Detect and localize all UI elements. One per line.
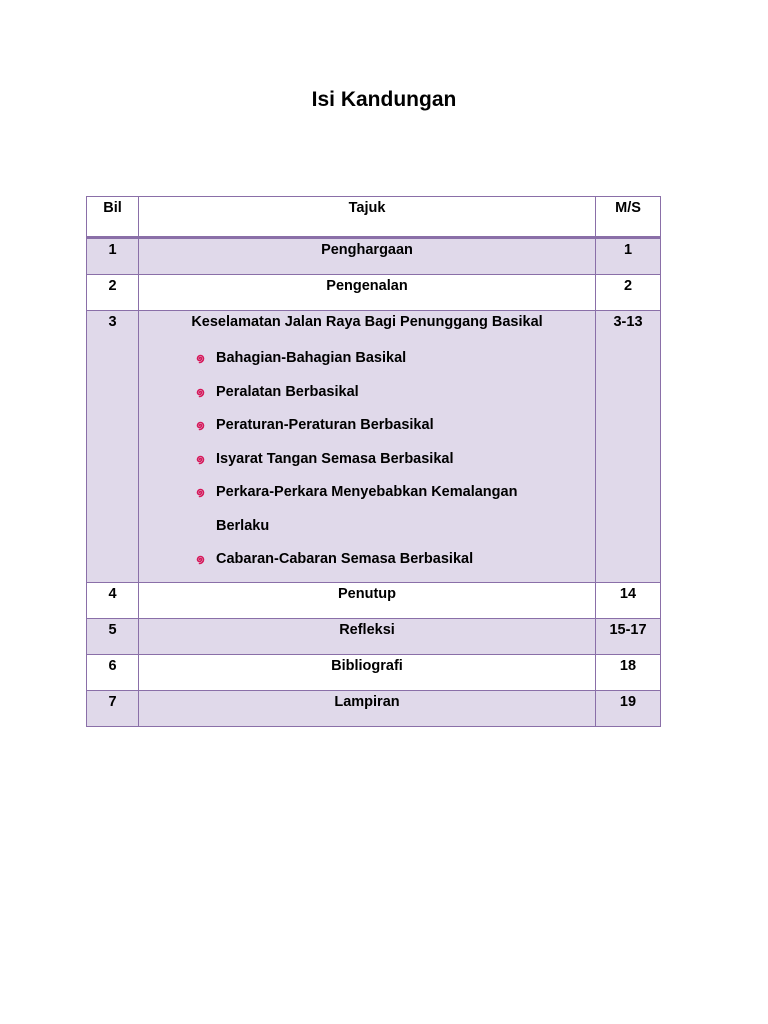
table-row	[87, 583, 661, 619]
table-row	[87, 275, 661, 311]
sub-topic-label: Peraturan-Peraturan Berbasikal	[216, 417, 434, 433]
sub-topic-list	[139, 342, 595, 577]
row-ms: 15-17	[596, 619, 661, 655]
sub-topic-label: Cabaran-Cabaran Semasa Berbasikal	[216, 551, 474, 567]
table-row	[87, 691, 661, 727]
row-bil: 4	[87, 583, 139, 619]
row-ms: 1	[596, 238, 661, 275]
row-tajuk: Pengenalan	[139, 275, 596, 311]
sub-topic-label: Bahagian-Bahagian Basikal	[216, 350, 407, 366]
row-bil: 6	[87, 655, 139, 691]
row-ms: 2	[596, 275, 661, 311]
sub-topic-line: Berlaku	[216, 517, 270, 534]
row-tajuk: Lampiran	[139, 691, 596, 727]
header-ms: M/S	[596, 197, 661, 238]
row-bil: 1	[87, 238, 139, 275]
row-tajuk: Penutup	[139, 583, 596, 619]
list-item	[194, 342, 595, 376]
table-row	[87, 238, 661, 275]
row-tajuk: Bibliografi	[139, 655, 596, 691]
sub-topic-label: Peralatan Berbasikal	[216, 383, 359, 400]
spiral-bullet-icon	[194, 409, 216, 443]
spiral-bullet-icon	[194, 342, 216, 376]
sub-topic-label: Isyarat Tangan Semasa Berbasikal	[216, 450, 454, 467]
row-ms: 3-13	[596, 311, 661, 583]
header-tajuk: Tajuk	[139, 197, 596, 238]
header-bil: Bil	[87, 197, 139, 238]
spiral-bullet-icon	[194, 376, 216, 410]
row-tajuk-section	[139, 311, 596, 583]
row-ms: 19	[596, 691, 661, 727]
table-row	[87, 619, 661, 655]
row-bil: 5	[87, 619, 139, 655]
list-item	[194, 543, 595, 577]
table-row	[87, 311, 661, 583]
sub-topic-label	[216, 476, 595, 543]
spiral-bullet-icon	[194, 443, 216, 477]
table-of-contents	[86, 196, 661, 727]
list-item	[194, 409, 595, 443]
page-title: Isi Kandungan	[311, 88, 457, 111]
row-ms: 18	[596, 655, 661, 691]
row-ms: 14	[596, 583, 661, 619]
table-header-row	[87, 197, 661, 238]
spiral-bullet-icon	[194, 476, 216, 510]
row-tajuk: Penghargaan	[139, 238, 596, 275]
list-item	[194, 476, 595, 543]
row-tajuk: Refleksi	[139, 619, 596, 655]
row-bil: 2	[87, 275, 139, 311]
spiral-bullet-icon	[194, 543, 216, 577]
row-tajuk: Keselamatan Jalan Raya Bagi Penunggang Basikal	[191, 314, 543, 330]
row-bil: 7	[87, 691, 139, 727]
table-row	[87, 655, 661, 691]
list-item	[194, 443, 595, 477]
sub-topic-line: Perkara-Perkara Menyebabkan Kemalangan	[216, 484, 518, 500]
row-bil: 3	[87, 311, 139, 583]
list-item	[194, 376, 595, 410]
